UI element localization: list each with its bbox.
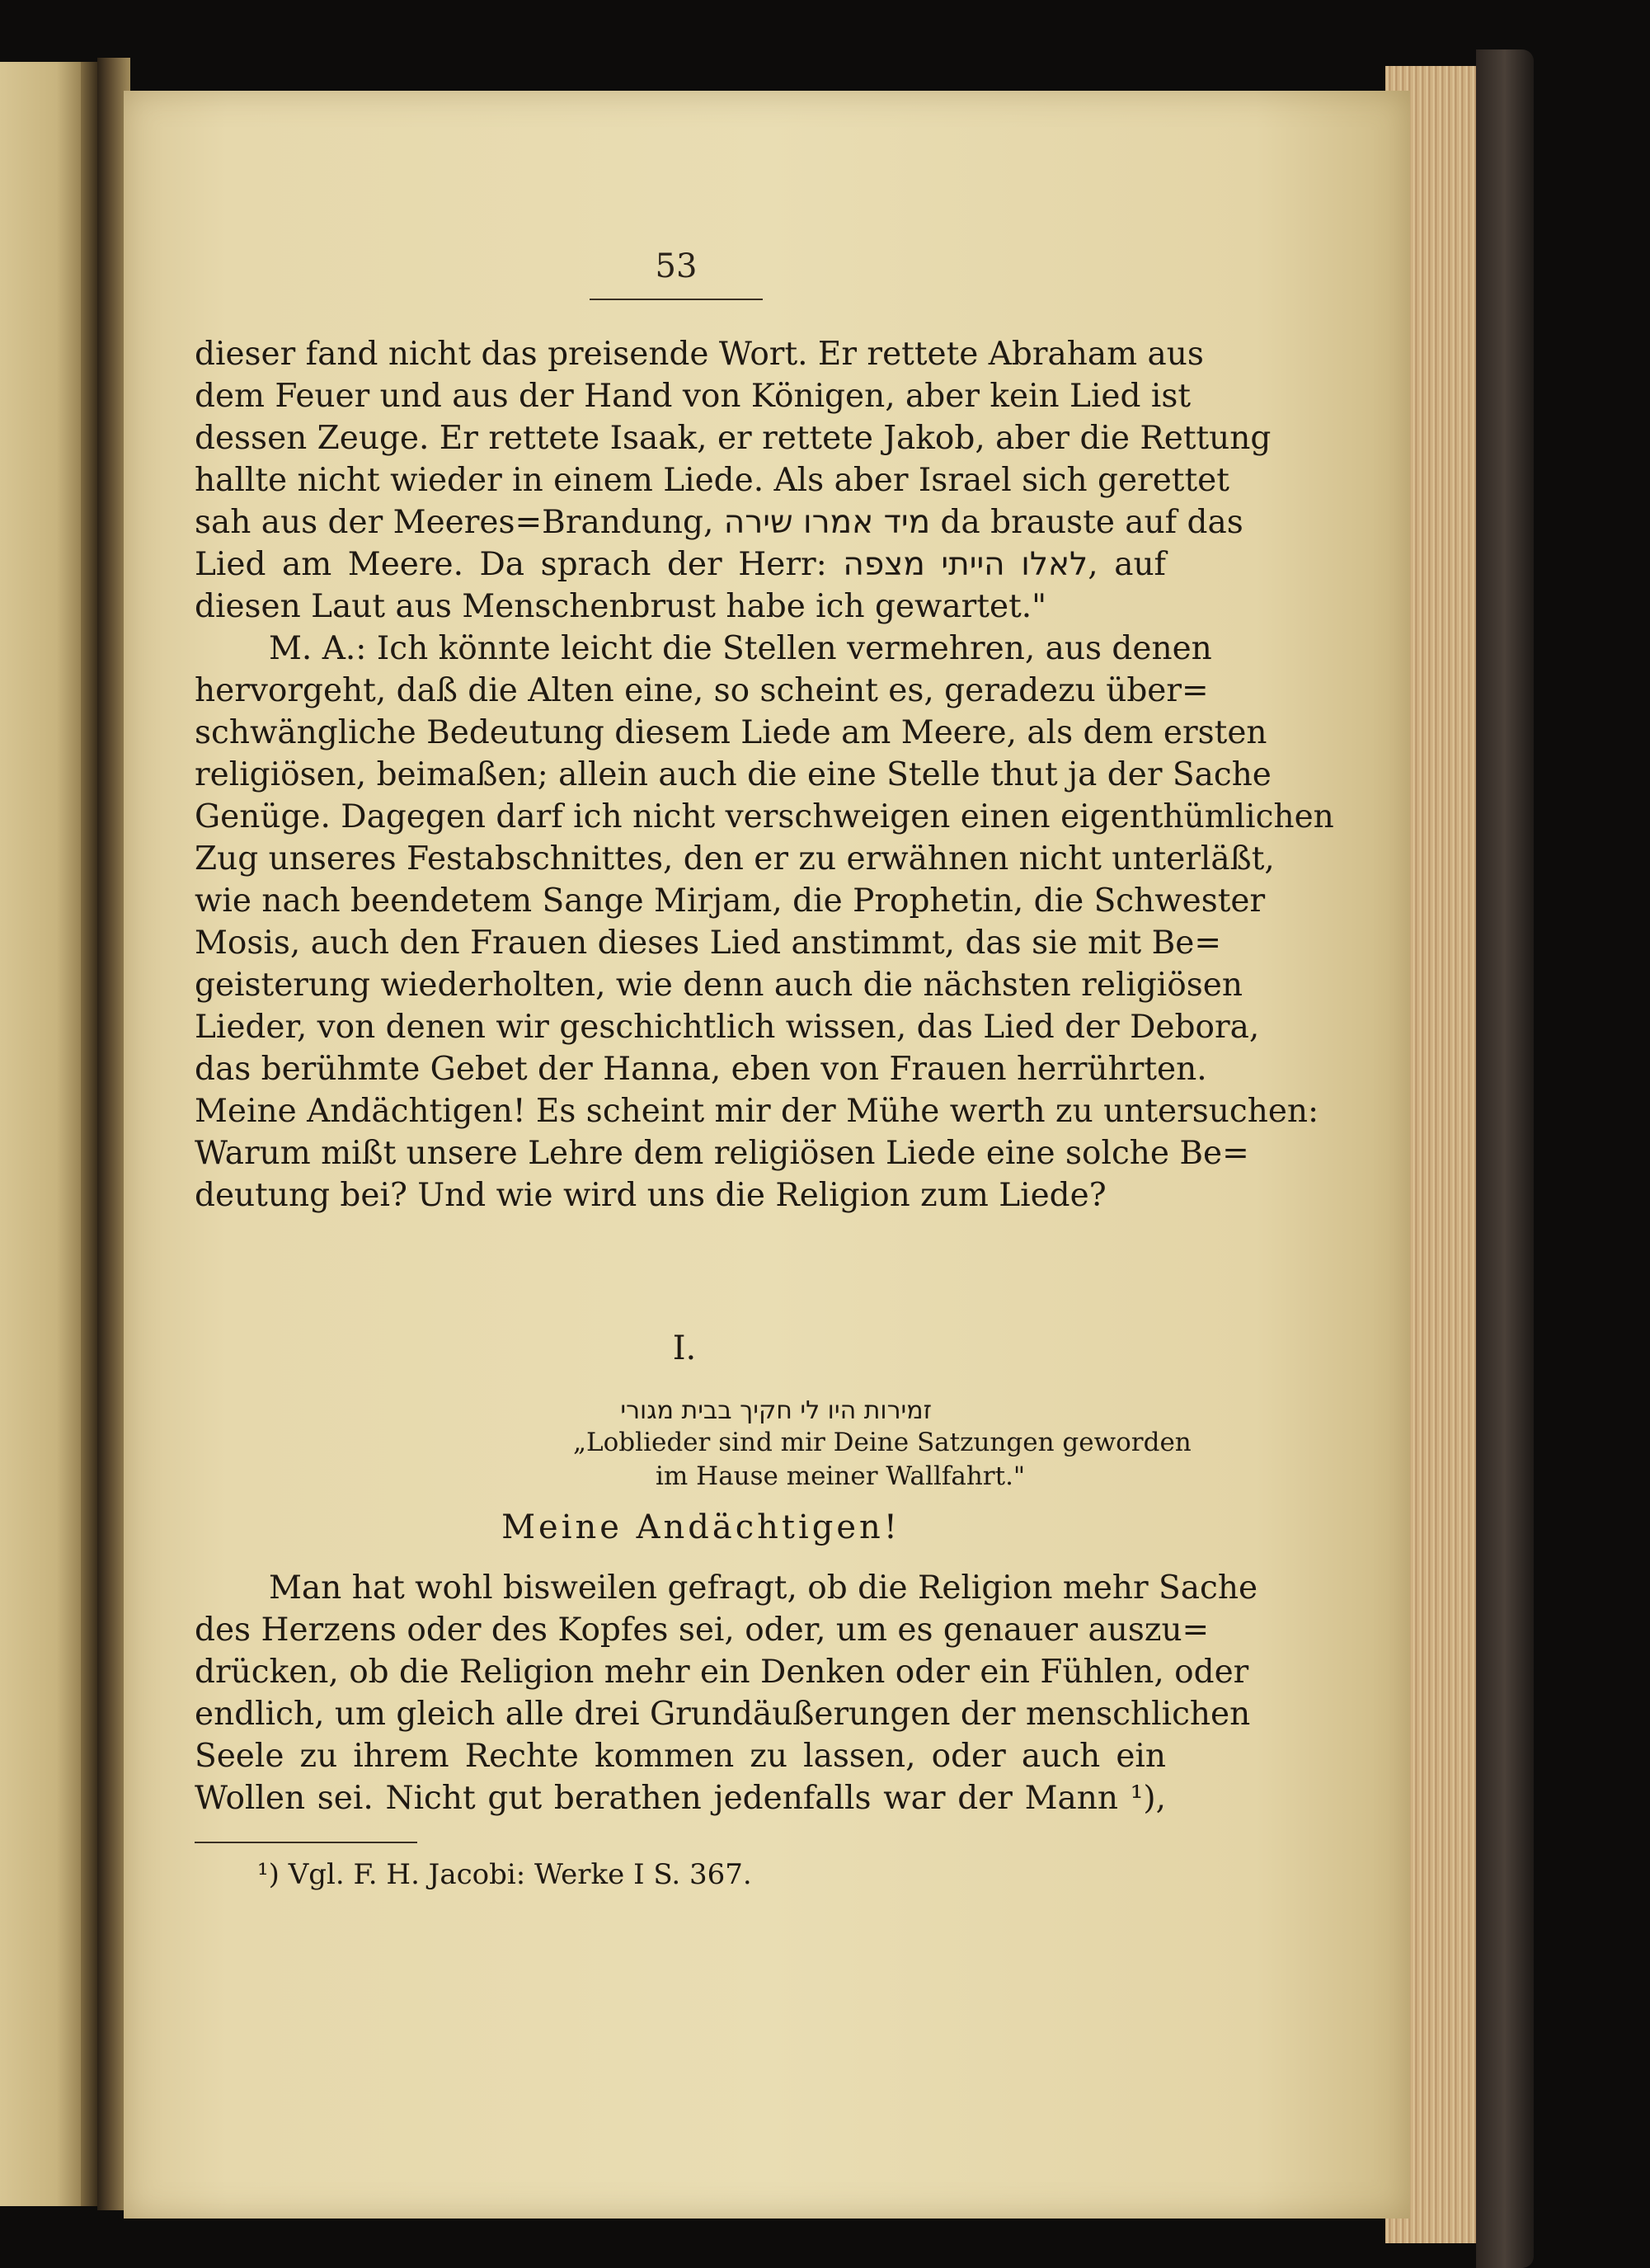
motto-line: „Loblieder sind mir Deine Satzungen geworden <box>573 1428 1192 1457</box>
text-line: Zug unseres Festabschnittes, den er zu erwähnen nicht unterläßt, <box>195 840 1275 878</box>
motto-hebrew: זמירות היו לי חקיך בבית מגורי <box>620 1396 932 1425</box>
text-line: M. A.: Ich könnte leicht die Stellen vermehren, aus denen <box>269 630 1212 667</box>
text-line: Meine Andächtigen! Es scheint mir der Mühe werth zu untersuchen: <box>195 1093 1319 1130</box>
text-segment: Lied am Meere. Da sprach der Herr: <box>195 546 827 583</box>
text-line: Wollen sei. Nicht gut berathen jedenfalls war der Mann ¹), <box>195 1780 1166 1817</box>
motto-line: im Hause meiner Wallfahrt." <box>656 1461 1026 1491</box>
text-line: dem Feuer und aus der Hand von Königen, aber kein Lied ist <box>195 378 1192 415</box>
hebrew-quote: לאלו הייתי מצפה <box>843 546 1088 583</box>
footnote-rule <box>195 1842 417 1843</box>
text-line: drücken, ob die Religion mehr ein Denken oder ein Fühlen, oder <box>195 1654 1249 1691</box>
text-segment: da brauste auf das <box>940 504 1243 541</box>
text-segment: sah aus der Meeres=Brandung, <box>195 504 714 541</box>
text-line: schwängliche Bedeutung diesem Liede am Meere, als dem ersten <box>195 714 1267 751</box>
text-line: hallte nicht wieder in einem Liede. Als aber Israel sich gerettet <box>195 462 1229 499</box>
hebrew-quote: מיד אמרו שירה <box>723 504 931 541</box>
text-line: Warum mißt unsere Lehre dem religiösen Liede eine solche Be= <box>195 1135 1249 1172</box>
text-line: Lieder, von denen wir geschichtlich wissen, das Lied der Debora, <box>195 1009 1260 1046</box>
text-line: wie nach beendetem Sange Mirjam, die Prophetin, die Schwester <box>195 882 1266 920</box>
text-line: Genüge. Dagegen darf ich nicht verschweigen einen eigenthümlichen <box>195 798 1334 835</box>
page-number: 53 <box>655 247 698 285</box>
text-line: diesen Laut aus Menschenbrust habe ich gewartet." <box>195 588 1047 625</box>
text-line: des Herzens oder des Kopfes sei, oder, um es genauer auszu= <box>195 1612 1210 1649</box>
text-line: Mosis, auch den Frauen dieses Lied anstimmt, das sie mit Be= <box>195 925 1221 962</box>
book-cover-edge <box>1476 49 1534 2268</box>
text-line: deutung bei? Und wie wird uns die Religion zum Liede? <box>195 1177 1107 1214</box>
header-rule <box>590 299 763 300</box>
text-line-with-hebrew <box>195 501 1243 543</box>
text-line: das berühmte Gebet der Hanna, eben von Frauen herrührten. <box>195 1051 1207 1088</box>
text-line: geisterung wiederholten, wie denn auch die nächsten religiösen <box>195 967 1243 1004</box>
text-segment: , auf <box>1088 546 1166 583</box>
text-line: Seele zu ihrem Rechte kommen zu lassen, oder auch ein <box>195 1738 1166 1775</box>
left-page-surface <box>0 62 81 2206</box>
text-line: religiösen, beimaßen; allein auch die eine Stelle thut ja der Sache <box>195 756 1272 793</box>
text-line: endlich, um gleich alle drei Grundäußerungen der menschlichen <box>195 1696 1251 1733</box>
text-line-with-hebrew <box>195 543 1166 586</box>
text-line: hervorgeht, daß die Alten eine, so scheint es, geradezu über= <box>195 672 1209 709</box>
salutation: Meine Andächtigen! <box>501 1508 900 1546</box>
section-numeral: I. <box>672 1329 697 1367</box>
text-line: dieser fand nicht das preisende Wort. Er rettete Abraham aus <box>195 336 1204 373</box>
footnote: ¹) Vgl. F. H. Jacobi: Werke I S. 367. <box>257 1858 752 1891</box>
text-line: Man hat wohl bisweilen gefragt, ob die Religion mehr Sache <box>269 1569 1258 1607</box>
text-line: dessen Zeuge. Er rettete Isaak, er rettete Jakob, aber die Rettung <box>195 420 1272 457</box>
